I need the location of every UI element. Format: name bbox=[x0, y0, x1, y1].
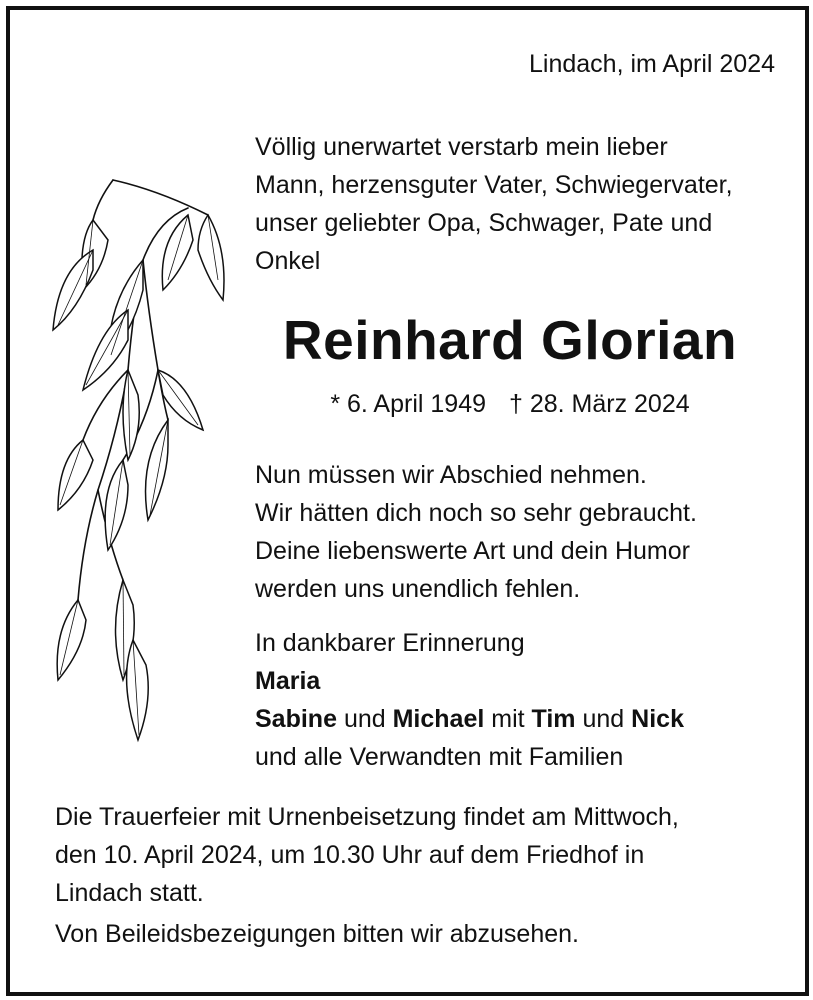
funeral-line: Lindach statt. bbox=[55, 879, 204, 907]
birch-branch-icon bbox=[38, 160, 238, 760]
closing-note: Von Beileidsbezeigungen bitten wir abzusehen. bbox=[55, 920, 579, 948]
verse-line: Nun müssen wir Abschied nehmen. bbox=[255, 461, 647, 489]
death-date: † 28. März 2024 bbox=[508, 390, 690, 418]
child-name: Michael bbox=[392, 705, 485, 733]
farewell-verse bbox=[255, 456, 697, 608]
intro-text bbox=[255, 128, 733, 280]
intro-line: Onkel bbox=[255, 247, 321, 275]
connector-word: und bbox=[343, 705, 386, 733]
signature-block bbox=[255, 624, 684, 776]
grandchild-name: Nick bbox=[631, 705, 684, 733]
place-date: Lindach, im April 2024 bbox=[529, 50, 775, 78]
funeral-info bbox=[55, 798, 679, 912]
funeral-line: den 10. April 2024, um 10.30 Uhr auf dem Friedhof in bbox=[55, 841, 645, 869]
deceased-name: Reinhard Glorian bbox=[282, 309, 738, 371]
birth-date: * 6. April 1949 bbox=[330, 390, 487, 418]
connector-word: und bbox=[582, 705, 625, 733]
child-name: Sabine bbox=[255, 705, 337, 733]
signature-wife: Maria bbox=[255, 667, 321, 695]
intro-line: Mann, herzensguter Vater, Schwiegervater, bbox=[255, 171, 733, 199]
verse-line: werden uns unendlich fehlen. bbox=[255, 575, 581, 603]
life-dates bbox=[255, 390, 765, 419]
signature-relatives: und alle Verwandten mit Familien bbox=[255, 743, 624, 771]
obituary-frame bbox=[6, 6, 809, 996]
signature-heading: In dankbarer Erinnerung bbox=[255, 629, 525, 657]
signature-children bbox=[255, 700, 684, 738]
verse-line: Wir hätten dich noch so sehr gebraucht. bbox=[255, 499, 697, 527]
grandchild-name: Tim bbox=[531, 705, 576, 733]
intro-line: Völlig unerwartet verstarb mein lieber bbox=[255, 133, 668, 161]
intro-line: unser geliebter Opa, Schwager, Pate und bbox=[255, 209, 713, 237]
verse-line: Deine liebenswerte Art und dein Humor bbox=[255, 537, 690, 565]
funeral-line: Die Trauerfeier mit Urnenbeisetzung findet am Mittwoch, bbox=[55, 803, 679, 831]
connector-word: mit bbox=[491, 705, 525, 733]
